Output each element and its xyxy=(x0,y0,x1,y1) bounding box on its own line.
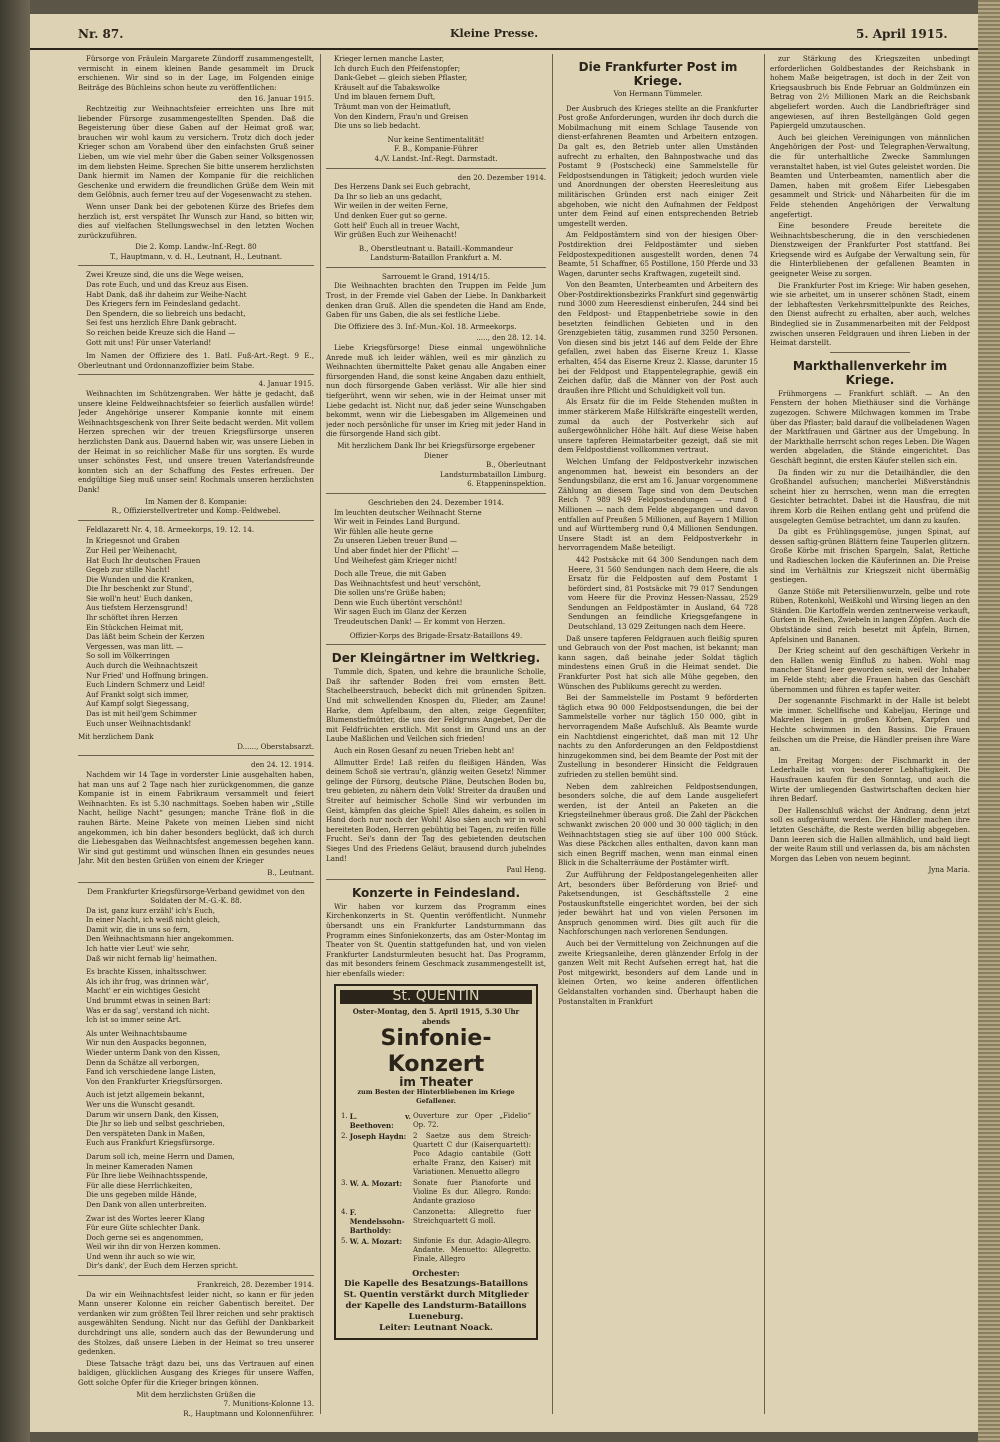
signature: Die 2. Komp. Landw.-Inf.-Regt. 80 xyxy=(135,242,257,252)
author: Jyna Maria. xyxy=(928,865,970,875)
conductor: Leiter: Leutnant Noack. xyxy=(379,1322,493,1333)
author: Paul Heng. xyxy=(506,865,546,875)
poem-line: Für Ihre liebe Weihnachtsspende, xyxy=(86,1171,208,1181)
poem-line: Und Weihefest gäm Krieger nicht! xyxy=(334,555,458,565)
program-composer: F. Mendelssohn-Bartholdy: xyxy=(349,1208,405,1236)
poem xyxy=(78,967,314,1025)
poem-line: Die sollen uns're Grüße haben; xyxy=(334,588,446,598)
poem-line: Für eure Güte schlechter Dank. xyxy=(86,1223,201,1233)
letter-text: Diese Tatsache trägt dazu bei, uns das Vertrauen auf einen baldigen, glücklichen Ausgang des Krieges für unsere Waffen, Gott solche Opfer für die Krieger bringen können. xyxy=(78,1358,314,1387)
article-text: Der Krieg scheint auf den geschäftigen Verkehr in den Hallen wenig Einfluß zu haben. Wohl mag mancher Stand leer geworden sein, weil der Inhaber im Felde steht; aber die Frauen haben das Geschäft übernommen und führen es tapfer weiter. xyxy=(770,646,970,694)
divider xyxy=(326,644,546,645)
program-num: 2. xyxy=(341,1132,348,1141)
signature: B., Oberleutnant xyxy=(485,460,546,470)
letter-date: ....., den 28. 12. 14. xyxy=(476,333,546,343)
letter-date: 4. Januar 1915. xyxy=(258,379,314,389)
program-composer: W. A. Mozart: xyxy=(349,1237,403,1247)
poem-line: Als unter Weihnachtsbaume xyxy=(86,1028,187,1038)
article-text: Ganze Stöße mit Petersilienwurzeln, gelbe und rote Rüben, Rotenkohl, Weißkohl und Wirsing liegen an den Ständen. Die Kartoffeln werden zentnerweise verkauft, Gurken in Reihen, Zwiebeln in langen Zöpfen. Auch die Obststände sind reich besetzt mit Äpfeln, Birnen, Apfelsinen und Bananen. xyxy=(770,586,970,644)
signature: R., Hauptmann und Kolonnenführer. xyxy=(183,1408,314,1418)
concert-venue: im Theater xyxy=(399,1075,473,1090)
poem-line: Weil wir ihn dir von Herzen kommen. xyxy=(86,1242,221,1252)
poem-line: Gott mit uns! Für unser Vaterland! xyxy=(86,337,212,347)
divider xyxy=(78,265,314,266)
signature: R., Offizierstellvertreter und Komp.-Feldwebel. xyxy=(111,506,281,516)
article-text: Da gibt es Frühlingsgemüse, jungen Spinat, auf dessen saftig-grünen Blättern feine Tauperlen glitzern. Große Körbe mit frischen Spargeln, Salat, Rettiche und Radieschen locken die Käuferinnen an. Die Preise sind im Verhältnis zur Kriegszeit nicht übermäßig gestiegen. xyxy=(770,527,970,585)
poem-line: Wir nun den Auspacks begonnen, xyxy=(86,1038,207,1048)
divider xyxy=(830,352,910,353)
poem xyxy=(326,569,546,627)
program-num: 5. xyxy=(341,1237,348,1246)
article-text: zur Stärkung des Kriegszeiten unbedingt erforderlichen Goldbestandes der Reichsbank in hohem Maße beigetragen, ist doch in der Zeit von Kriegsausbruch bis Ende Februar an Goldmünzen ein Betrag von 2½ Millionen Mark an die Reichsbank abgeliefert worden. Auch die Landbriefträger sind angewiesen, auf ihren Bestellgängen Gold gegen Papiergeld umzutauschen. xyxy=(770,54,970,131)
article-byline: Von Hermann Tümmeler. xyxy=(613,90,703,98)
poem-line: Vergessen, was man litt. — xyxy=(86,641,184,651)
poem-line: Die Wunden und die Kranken, xyxy=(86,574,195,584)
poem-line: Auf Frankt solgt sich immer, xyxy=(86,689,189,699)
article-heading: Die Frankfurter Post im Kriege. xyxy=(578,60,738,88)
poem-line: Und aber findet hier der Pflicht' — xyxy=(334,545,459,555)
poem xyxy=(78,536,314,728)
column-2 xyxy=(326,54,546,1429)
poem xyxy=(326,508,546,566)
signature: B., Oberstleutnant u. Bataill.-Kommandeur xyxy=(358,243,514,253)
signature: Im Namen der Offiziere des 1. Batl. Fuß-Art.-Regt. 9 E., Oberleutnant und Ordonnanzoffizier beim Stabe. xyxy=(78,351,314,370)
issue-number: Nr. 87. xyxy=(78,27,124,41)
letter-text: Wenn unser Dank bei der gebotenen Kürze des Briefes dem herzlich ist, erst verspätet Ihr Wunsch zur Hand, so bitten wir, dies auf vielfachen Stellungswechsel in den letzten Wochen zurückzuführen. xyxy=(78,201,314,240)
poem-line: So soll im Völkerringen xyxy=(86,651,170,661)
signature: 6. Etappeninspektion. xyxy=(467,479,546,489)
program-num: 4. xyxy=(341,1208,348,1217)
article-text: Zur Aufführung der Feldpostangelegenheiten aller Art, besonders über Beförderung von Brief- und Paketsendungen, ist Geschäftsstelle 2 eine Postauskunftstelle eingerichtet worden, bei der sich jeder bewährt hat und von vielen Personen im Anspruch genommen wird. Dies gilt auch für die Nachforschungen nach verlorenen Sendungen. xyxy=(558,869,758,937)
divider xyxy=(78,520,314,521)
poem-line: Die uns so lieb bedacht. xyxy=(334,121,421,131)
poem-line: Krieger lernen manche Laster, xyxy=(334,54,445,63)
poem-line: Habt Dank, daß ihr daheim zur Weihe-Nacht xyxy=(86,289,247,299)
poem-line: Von den Kindern, Frau'n und Greisen xyxy=(334,111,469,121)
letter-text: Liebe Kriegsfürsorge! Diese einmal ungewöhnliche Anrede muß ich leider wählen, weil es mir gänzlich zu Weihnachten übermittelte Paket genau alle Angaben einer fürsorgenden Hand, die sonst keine Angaben dazu enthielt, nun doch fürsorgende Gaben verlässt. Wir alle hier sind tiefgerührt, wenn wir sehen, wie in der Heimat unser mit Liebe gedacht ist. Nicht nur, daß jeder seine Wunschgaben bekommt, wenn wir die Liebesgaben im Allgemeinen und jeder noch persönliche für unser im Krieg mit jeder Hand in die fürsorgende Hand sich gibt. xyxy=(326,343,546,439)
article-text: Bei der Sammelstelle im Postamt 9 beförderten täglich etwa 90 000 Feldpostsendungen, die bei der Sammelstelle vorher nur täglich 150 000, gibt in hervorragendem Maße Aufschluß. Als Beamte wurde ein Nachtdienst eingerichtet, daß man mit 12 Uhr nachts zu den Anforderungen an den Feldpostdienst hinzugekommen sind, bei dem Beamte der Post mit der Zustellung in besonderer Hinsicht die Feldgrauen zufrieden zu stellen bemüht sind. xyxy=(558,693,758,779)
poem-line: Zwei Kreuze sind, die uns die Wege weisen, xyxy=(86,270,244,280)
article-text: Im Freitag Morgen: der Fischmarkt in der Lederhalle ist von besonderer Lebhaftigkeit. Die Hausfrauen kaufen für den Sonntag, und auch die Wirte der umliegenden Gastwirtschaften decken hier ihren Bedarf. xyxy=(770,755,970,804)
signature: Mit dem herzlichsten Grüßen die xyxy=(136,1389,256,1399)
poem-line: Ihr schöftet ihren Herzen xyxy=(86,613,178,623)
program-composer: Joseph Haydn: xyxy=(349,1132,407,1142)
article-text: 442 Postsäcke mit 64 300 Sendungen nach dem Heere, 31 560 Sendungen nach dem Heere, die als Ersatz für die Feldposten auf dem Postamt 1 befördert sind, 81 Postsäcke mit 79 017 Sendungen vom Heere für die Provinz Hessen-Nassau, 2529 Sendungen an Feldpostämter in Ausland, 64 728 Sendungen an feindliche Kriegsgefangene in Deutschland, 13 029 Zeitungen nach dem Heere. xyxy=(568,554,758,632)
program-row xyxy=(340,1236,532,1265)
poem-line: Das rote Euch, und und das Kreuz aus Eisen. xyxy=(86,280,249,290)
poem xyxy=(78,1152,314,1210)
poem xyxy=(78,1214,314,1272)
letter-date: den 20. Dezember 1914. xyxy=(457,172,546,182)
poem-line: Da ist, ganz kurz erzähl' ich's Euch, xyxy=(86,905,215,915)
poem-line: Ich durch Euch den Pfeifenstopfer; xyxy=(334,63,461,73)
poem xyxy=(326,182,546,240)
poem-line: Gegeb zur stille Nacht! xyxy=(86,565,170,575)
concert-benefit: zum Besten der Hinterbliebenen im Kriege Gefallener. xyxy=(357,1087,515,1106)
poem-line: Des Kriegers fern im Feindesland gedacht. xyxy=(86,299,241,309)
poem-line: Und im blauen fernem Duft, xyxy=(334,92,436,102)
poem-line: Treudeutschen Dank! — Er kommt von Herzen. xyxy=(334,617,506,627)
poem-line: Nur Fried' und Hoffnung bringen. xyxy=(86,670,209,680)
poem-line: Doch alle Treue, die mit Gaben xyxy=(334,569,447,579)
signature: Feldlazarett Nr. 4, 18. Armeekorps, 19. 12. 14. xyxy=(86,524,255,534)
letter-date: den 16. Januar 1915. xyxy=(238,94,314,104)
poem-line: Sei fest uns herzlich Ehre Dank gebracht. xyxy=(86,318,237,328)
program-row xyxy=(340,1207,532,1236)
article-text: Am Feldpostämtern sind von der hiesigen Ober-Postdirektion drei Feldpostämter und sieben Feldpostexpeditionen ausgestellt worden, denen 74 Beamte, 51 Schaffner, 65 Postillone, 150 Pferde und 33 Wagen, darunter sechs Kraftwagen, zugeteilt sind. xyxy=(558,230,758,278)
column-1 xyxy=(78,54,314,1429)
article-text: Wir haben vor kurzem das Programm eines Kirchenkonzerts in St. Quentin veröffentlicht. Nunmehr übersandt uns ein Frankfurter Landsturmmann das Programm eines Sinfoniekonzerts, das am Oster-Montag im Theater von St. Quentin stattgefunden hat, und von vielen Frankfurter Landsturmleuten besucht hat. Das Programm, das mit besonders feinem Geschmack zusammengestellt ist, hier ebenfalls wieder: xyxy=(326,901,546,978)
column-3 xyxy=(558,54,758,1429)
poem-line: Zu unseren Lieben treuer Bund — xyxy=(334,536,457,546)
newspaper-page xyxy=(30,14,978,1432)
signature: Landsturm-Bataillon Frankfurt a. M. xyxy=(370,253,502,263)
poem-line: Für alle diese Herrlichkeiten, xyxy=(86,1180,193,1190)
column-rule xyxy=(764,54,765,1414)
poem-line: Wir sagen Euch im Glanz der Kerzen xyxy=(334,607,467,617)
divider xyxy=(78,755,314,756)
article-heading: Konzerte in Feindesland. xyxy=(351,885,521,900)
signature: Im Namen der 8. Kompanie: xyxy=(145,496,247,506)
page-edge xyxy=(978,0,1000,1442)
poem-line: Aus tiefstem Herzensgrund! xyxy=(86,603,188,613)
poem-line: Sie woll'n heut' Euch danken, xyxy=(86,593,193,603)
poem-line: Auch durch die Weihnachtszeit xyxy=(86,661,198,671)
program-num: 3. xyxy=(341,1179,348,1188)
article-text: Da finden wir zu nur die Detailhändler, die den Großhandel aufsuchen; mancherlei Mißverständnis scheint hier zu herrschen, wenn man die erregten Gesichter betrachtet. Dabei ist die Hausfrau, die mit ihrem Korb die Reihen entlang geht und prüfend die ausgelegten Gemüse betrachtet, um dann zu kaufen. xyxy=(770,467,970,525)
article-text: Tummle dich, Spaten, und kehre die braunliche Scholle, Daß ihr saftender Boden frei vom ernsten Bett. Stachelbeerstrauch, bebeckt dich mit grünenden Spitzen. Und mit schwellenden Knospen du, Flieder, am Zaune! Harke, dem Apfelbaum, den alten, zeige Gegenfilter, Blumenstiefmütter, die uns der Feldgruns Angebet, Der die mit Feldfrüchten erstlich. Mit sonst im Grund uns an der Laube Maßlichen und Veilchen sich frieden! xyxy=(326,667,546,744)
poem-line: Des Herzens Dank sei Euch gebracht, xyxy=(334,182,471,192)
poem-line: Zwar ist des Wortes leerer Klang xyxy=(86,1213,205,1223)
signature: Mit herzlichem Dank xyxy=(78,732,154,742)
program-work: 2 Saetze aus dem Streich-Quartett C dur (Kaiserquartett): Poco Adagio cantabile (Gott erhalte Franz, den Kaiser) mit Variationen. Menuetto allegro xyxy=(412,1132,531,1177)
poem-line: Den Spendern, die so liebreich uns bedacht, xyxy=(86,308,246,318)
letter-text: Da wir ein Weihnachtsfest leider nicht, so kann er für jeden Mann unserer Kolonne ein reicher Gabentisch bereitet. Der verdanken wir zum größten Teil Ihrer reichen und sehr praktisch ausgewählten Sendung. Nicht nur das Gefühl der Dankbarkeit durchdringt uns alle, sondern auch das der Bewunderung und des Stolzes, daß unsere Lieben in der Heimat so treu unserer gedenken. xyxy=(78,1289,314,1357)
article-text: Der sogenannte Fischmarkt in der Halle ist belebt wie immer. Schellfische und Kabeljau, Heringe und Makrelen liegen in großen Körben, Karpfen und Hechte schwimmen in den Bassins. Die Frauen feilschen um die Preise, die Händler preisen ihre Ware an. xyxy=(770,696,970,754)
orchestra-name: Die Kapelle des Besatzungs-Bataillons St. Quentin verstärkt durch Mitglieder der Kapelle des Landsturm-Bataillons Lueneburg. xyxy=(343,1278,529,1322)
poem-line: Darum wir unsern Dank, den Kissen, xyxy=(86,1109,219,1119)
article-text: Daß unsere tapferen Feldgrauen auch fleißig spuren und Gebrauch von der Post machen, ist bekannt; man kann sagen, daß beinahe jeder Soldat täglich mindestens einen Gruß in die Heimat sendet. Die Frankfurter Post hat sich alle Mühe gegeben, den Wünschen des Publikums gerecht zu werden. xyxy=(558,633,758,691)
signature: Nur keine Sentimentalität! xyxy=(387,134,485,144)
poem-line: Auf Kampf solgt Siegessang, xyxy=(86,699,190,709)
signature: Die Offiziere des 3. Inf.-Mun.-Kol. 18. Armeekorps. xyxy=(334,321,517,331)
column-rule xyxy=(552,54,553,1414)
divider xyxy=(326,493,546,494)
article-heading: Markthallenverkehr im Kriege. xyxy=(792,358,948,387)
article-text: Als Ersatz für die im Felde Stehenden mußten in immer stärkerem Maße Hilfskräfte eingestellt werden, zumal da auch der Postverkehr sich auf außergewöhnlicher Höhe hält. Auf diese Weise haben unsere tapferen Heimatarbeiter gezeigt, daß sie mit dem Feldpostdienst vollkommen vertraut. xyxy=(558,397,758,455)
poem-line: Daß wir nicht fernab lig' heimathen. xyxy=(86,953,217,963)
article-text: Frühmorgens — Frankfurt schläft. — An den Fenstern der hohen Miethäuser sind die Vorhänge zugezogen. Schwere Milchwagen kommen im Trabe über das Pflaster; bald darauf die vollbeladenen Wagen der Marktfrauen und Gärtner aus der Umgebung. In der Markthalle herrscht schon reges Leben. Die Wagen werden abgeladen, die Stände eingerichtet. Das Geschäft beginnt, die ersten Käufer stellen sich ein. xyxy=(770,388,970,465)
concert-city: St. QUENTIN xyxy=(340,990,532,1004)
poem-line: Wieder unterm Dank von den Kissen, xyxy=(86,1048,221,1057)
poem-line: So reichen beide Kreuze sich die Hand — xyxy=(86,328,236,338)
poem-line: Das Weihnachtsfest und heut' verschönt, xyxy=(334,578,482,588)
poem xyxy=(78,1029,314,1087)
poem-line: Und denken Euer gut so gerne. xyxy=(334,210,448,220)
poem xyxy=(326,54,546,131)
article-text: Neben dem zahlreichen Feldpostsendungen, besonders solche, die auf dem Lande ausgeliefert werden, ist der Anteil an Paketen an die Kriegsteilnehmer überaus groß. Die Zahl der Päckchen schwankt zwischen 20 000 und 30 000 täglich; in den Weihnachtstagen stieg sie auf über 100 000 Stück. Was diese Päckchen alles enthalten, davon kann man sich einen Begriff machen, wenn man einmal einen Blick in die Schalterräume der Postämter wirft. xyxy=(558,781,758,868)
signature: D......, Oberstabsarzt. xyxy=(237,741,314,751)
article-text: Von den Beamten, Unterbeamten und Arbeitern des Ober-Postdirektionsbezirks Frankfurt sind gegenwärtig rund 3000 zum Heeresdienst einberufen, 244 sind bei den Feldpost- und Etappenbetriebe sowie in den besetzten feindlichen Gebieten und in den Grenzgebieten tätig, zusammen rund 3250 Personen. Von diesen sind bis jetzt 146 auf dem Felde der Ehre gefallen, zwei haben das Eiserne Kreuz 1. Klasse erhalten, 454 das Eiserne Kreuz 2. Klasse, darunter 15 bei der Feldpost und Etappentelegraphie, gewiß ein Zeichen dafür, daß die Männer von der Post auch draußen ihre Pflicht und Schuldigkeit voll tun. xyxy=(558,280,758,395)
poem-dedication: Dem Frankfurter Kriegsfürsorge-Verband gewidmet von den Soldaten der M.-G.-K. 88. xyxy=(87,886,305,906)
divider xyxy=(326,879,546,880)
poem-line: Von den Frankfurter Kriegsfürsorgen. xyxy=(86,1076,223,1086)
poem-line: Als ich ihr frug, was drinnen wär', xyxy=(86,976,209,986)
divider xyxy=(326,168,546,169)
concert-title: Sinfonie-Konzert xyxy=(380,1026,492,1078)
poem-line: Im leuchten deutscher Weihnacht Sterne xyxy=(334,507,482,517)
program-row xyxy=(340,1111,532,1131)
letter-text: Nachdem wir 14 Tage in vorderster Linie ausgehalten haben, hat man uns auf 2 Tage nach hier zurückgenommen, die ganze Kompanie ist in einem Fabrikraum versammelt und feiert Weihnachten. Es ist 5.30 nachmittags. Soeben haben wir „Stille Nacht, heilige Nacht“ gesungen; manche Träne floß in die rauhen Bärte. Meine Pakete von meinen Lieben sind nicht angekommen, ich bin daher besonders beglückt, daß ich durch die Liebesgaben das Weihnachtsfest angemessen begehen kann. Wir sind gut gestimmt und wünschen Ihnen ein gesundes neues Jahr. Mit den besten Grüßen von einem der Krieger xyxy=(78,769,314,866)
program-composer: L. v. Beethoven: xyxy=(349,1112,411,1131)
page-header xyxy=(30,14,978,50)
poem-line: Gott helf' Euch all in treuer Wacht, xyxy=(334,220,460,230)
poem xyxy=(78,1090,314,1148)
poem-line: Die Ihr beschenkt zur Stund', xyxy=(86,584,193,594)
divider xyxy=(78,1275,314,1276)
signature: Mit herzlichem Dank Ihr bei Kriegsfürsorge ergebener Diener xyxy=(337,440,535,460)
poem-line: Hat Euch Ihr deutschen Frauen xyxy=(86,555,201,565)
article-text: Der Hallenschluß wächst der Andrang, denn jetzt soll es aufgeräumt werden. Die Händler machen ihre letzten Geschäfte, die Reste werden billig abgegeben. Dann leeren sich die Hallen allmählich, und bald liegt der weite Raum still und verlassen da, bis am nächsten Morgen das Leben von neuem beginnt. xyxy=(770,805,970,863)
article-text: Auch bei gleichen Vereinigungen von männlichen Angehörigen der Post- und Telegraphen-Verwaltung, die für unterhaltliche Zwecke Sammlungen veranstaltet haben, ist viel Gutes geleistet worden. Die Beamten und Unterbeamten, namentlich aber die Damen, haben mit großem Eifer Liebesgaben gesammelt und Strick- und Näharbeiten für die im Felde stehenden Angehörigen der Verwaltung angefertigt. xyxy=(770,132,970,219)
poem-line: Denn wie Euch übertönt verschönt! xyxy=(334,597,463,607)
poem-line: Die uns gegeben milde Hände, xyxy=(86,1190,197,1200)
poem-line: Dank-Gebet — gleich sieben Pflaster, xyxy=(334,73,468,83)
poem xyxy=(78,270,314,347)
binding-gutter xyxy=(0,0,30,1442)
program-work: Canzonetta: Allegretto fuer Streichquartett G moll. xyxy=(412,1208,531,1226)
intro-text: Fürsorge von Fräulein Margarete Zündorff zusammengestellt, vermischt in einem kleinen Bande gesammelt im Druck erschienen. Wir sind so in der Lage, im Folgenden einige Beiträge des Büchleins schon heute zu veröffentlichen: xyxy=(78,54,314,92)
poem-line: Die Jhr so lieb und selbst geschrieben, xyxy=(86,1119,225,1129)
article-text: Die Frankfurter Post im Kriege: Wir haben gesehen, wie sie arbeitet, um in unserer schönen Stadt, einem der lebhaftesten Verkehrsmittelpunkte des Reiches, den Dienst aufrecht zu erhalten, aber auch, welches Bindeglied sie in Zusammenarbeiten mit der Feldpost zwischen unseren Feldgrauen und ihren Lieben in der Heimat darstellt. xyxy=(770,280,970,348)
poem-line: Darum soll ich, meine Herrn und Damen, xyxy=(86,1151,235,1161)
poem-line: Wir weit in Feindes Land Burgund. xyxy=(334,517,460,527)
program-work: Sinfonie Es dur. Adagio-Allegro. Andante. Menuetto: Allegretto. Finale, Allegro xyxy=(412,1237,531,1264)
concert-datetime: Oster-Montag, den 5. April 1915, 5.30 Uhr abends xyxy=(352,1007,520,1026)
poem-line: Macht' er ein wichtiges Gesicht xyxy=(86,986,201,996)
poem-line: Dir's dank', der Euch dem Herzen spricht. xyxy=(86,1261,238,1271)
poem-line: In Kriegesnot und Graben xyxy=(86,536,180,546)
divider xyxy=(326,267,546,268)
poem-line: Und brummt etwas in seinen Bart: xyxy=(86,996,211,1006)
poem-line: Kräuselt auf die Tabakswolke xyxy=(334,82,440,92)
program-composer: W. A. Mozart: xyxy=(349,1179,403,1189)
poem-line: Wir grüßen Euch zur Weihenacht! xyxy=(334,230,457,240)
poem-line: Das läßt beim Schein der Kerzen xyxy=(86,632,205,642)
poem-line: Denn da Schätze all verborgen, xyxy=(86,1057,200,1067)
letter-text: Rechtzeitig zur Weihnachtsfeier erreichten uns Ihre mit liebender Fürsorge zusammengestellten Spenden. Daß die Begeisterung über diese Gaben auf der Heimat groß war, brauchen wir wohl kaum zu versichern. Trotz dich doch jeder Krieger schon am Vorabend über den einfachsten Gruß seiner Lieben, um wie viel mehr über die Gaben seiner Volksgenossen im dem liebsten Heime. Sprechen Sie bitte unserem herzlichsten Dank hiermit im Namen der Kompanie für die reichlichen Geschenke und erwidern die freundlichen Grüße dem Wein mit dem Gelöbnis, auch ferner treu auf der Vogesenwacht zu stehen. xyxy=(78,103,314,200)
poem-line: Das ist mit heil'gem Schimmer xyxy=(86,709,197,718)
poem-line: Euch aus Frankfurt Kriegsfürsorge. xyxy=(86,1138,215,1148)
letter-text: Die Weihnachten brachten den Truppen im Felde Jum Trost, in der Fremde viel Gaben der Liebe. In Dankbarkeit denken dran Gruß. Allen die spendeten die Hand am Ende, Gaben für uns Gaben, die als sei festliche Liebe. xyxy=(326,281,546,320)
program-num: 1. xyxy=(341,1112,348,1121)
article-text: Welchen Umfang der Feldpostverkehr inzwischen angenommen hat, beweist ein besonders an der Sendungsbilanz, die erst am 16. Januar vorgenommene Zählung an diesem Tage sind von dem Deutschen Reich 7 989 949 Feldpostsendungen — rund 8 Millionen — nach dem Felde abgegangen und davon entfallen auf Preußen 5 Millionen, auf Bayern 1 Million und auf Württemberg rund 0,4 Millionen Sendungen. Unsere Stadt ist an dem Feldpostverkehr in hervorragendem Maße beteiligt. xyxy=(558,456,758,553)
poem-line: In meiner Kameraden Namen xyxy=(86,1161,193,1171)
poem-line: Ich hatte vier Leut' wie sehr, xyxy=(86,944,190,954)
poem-line: Und wenn ihr auch so wie wir, xyxy=(86,1251,196,1261)
signature: Offizier-Korps des Brigade-Ersatz-Bataillons 49. xyxy=(349,630,523,640)
poem-line: Doch gerne sei es angenommen, xyxy=(86,1232,204,1242)
letter-date: Sarrouemt le Grand, 1914/15. xyxy=(381,271,491,281)
divider xyxy=(78,882,314,883)
article-text: Auch ein Rosen Gesanf zu neuen Trieben hebt an! xyxy=(334,746,515,755)
article-text: Eine besondere Freude bereitete die Weihnachtsbescherung, die in den verschiedenen Dienstzweigen der Frankfurter Post stattfand. Bei Kriegsende wird es Aufgabe der Verwaltung sein, für die Hinterbliebenen der gefallenen Beamten in geeigneter Weise zu sorgen. xyxy=(770,221,970,279)
poem xyxy=(78,906,314,964)
poem-line: Wer uns die Wunscht gesandt. xyxy=(86,1099,196,1109)
program-table xyxy=(340,1111,532,1265)
signature: F. B., Kompanie-Führer xyxy=(394,144,478,154)
program-row xyxy=(340,1178,532,1207)
poem-line: Den Dank von allen unterbreiten. xyxy=(86,1199,207,1209)
program-work: Sonate fuer Pianoforte und Violine Es dur. Allegro. Rondo: Andante grazioso xyxy=(412,1179,531,1206)
poem-line: Zur Heil per Weihenacht, xyxy=(86,545,178,555)
letter-date: Geschrieben den 24. Dezember 1914. xyxy=(368,497,504,507)
poem-line: In einer Nacht, ich weiß nicht gleich, xyxy=(86,915,220,925)
poem-line: Träumt man von der Heimatluft, xyxy=(334,101,452,111)
poem-line: Euch Lindern Schmerz und Leid! xyxy=(86,680,206,690)
poem-line: Damit wir, die in uns so fern, xyxy=(86,924,191,934)
signature: 7. Munitions-Kolonne 13. xyxy=(223,1399,314,1409)
signature: T., Hauptmann, v. d. H., Leutnant, H., Leutnant. xyxy=(110,251,282,261)
article-text: Der Ausbruch des Krieges stellte an die Frankfurter Post große Anforderungen, wurden ihr doch durch die Mobilmachung mit einem Schlage Tausende von dienst-erfahrenen Beamten und Arbeitern entzogen. Da galt es, den Betrieb unter allen Umständen aufrecht zu erhalten, den Bahnpostwache und das Postamt 9 (Postscheck) eine Sammelstelle für Feldpostsendungen in Tätigkeit; jedoch wurden viele und Anordnungen der obersten Heeresleitung aus militärischen Gründen erst nach einiger Zeit abgehoben, wie nicht den Aufnahmen der Feldpost unter dem Feind auf einen entsprechenden Betrieb umgestellt werden. xyxy=(558,103,758,228)
article-text: Auch bei der Vermittelung von Zeichnungen auf die zweite Kriegsanleihe, deren glänzender Erfolg in der ganzen Welt mit Recht Aufsehen erregt hat, hat die Post mitgewirkt, besonders auf dem Lande und in kleinen Orten, wo keine anderen öffentlichen Geldanstalten vorhanden sind. Überhaupt haben die Postanstalten in Frankfurt xyxy=(558,939,758,1006)
letter-date: den 24. 12. 1914. xyxy=(251,760,314,770)
poem-line: Es brachte Kissen, inhaltsschwer. xyxy=(86,967,207,977)
article-text: Allmutter Erde! Laß reifen du fleißigen Händen, Was deinem Schoß sie vertrau'n, glänzig weiten Gesetz! Nimmer gelinge der Fürsorg, deutsche Pläne, Deutschen Boden bu, treu gebieten, zu nähern dein Volk! Streiter da draußen und Streiter auf heimischer Scholle Sind wir verbunden im Geist, kämpfen das gleiche Spiel! Alles daheim, es sollen in Hand doch nur noch der Wohl! Also säen auch wir in wohl bereiteten Boden, Herren gebühtig bei Tagen, zu reifen fülle Frucht. Sei's dann der Tag des gebietenden deutschen Sieges Und des Friedens Geläut, brausend durch jubelndes Land! xyxy=(326,757,546,863)
poem-line: Euch unser Weihnachtsdank! xyxy=(86,718,192,728)
paper-title: Kleine Presse. xyxy=(450,27,539,40)
column-4 xyxy=(770,54,970,1429)
program-row xyxy=(340,1131,532,1178)
poem-line: Den Weihnachtsmann hier angekommen. xyxy=(86,934,234,944)
letter-text: Weihnachten im Schützengraben. Wer hätte je gedacht, daß unsere kleine Feldweihnachtsfeier so feierlich ausfallen würde! Jeder Angehörige unserer Kompanie konnte mit einem Weihnachtsgeschenk von Ihrer Seite bedacht werden. Mit vollem Herzen sprechen wir der treuen Kriegsfürsorge unseren herzlichsten Dank aus. Dauernd haben wir, was unsere Lieben in der Heimat in so reichlicher Maße für uns sorgten. Es wurde unser schönstes Fest, und unsere treuen Vaterlandsfreunde konnten sich an der Schaffung des Festes erfreuen. Der endgültige Sieg muß unser sein! Rochmals unseren herzlichsten Dank! xyxy=(78,389,314,494)
divider xyxy=(78,374,314,375)
poem-line: Was er da sag', verstand ich nicht. xyxy=(86,1005,210,1015)
poem-line: Fand ich verschiedene lange Listen, xyxy=(86,1067,216,1077)
column-rule xyxy=(320,54,321,1414)
poem-line: Ein Stückchen Heimat mit, xyxy=(86,622,184,632)
program-work: Ouverture zur Oper „Fidelio“ Op. 72. xyxy=(412,1112,531,1130)
orchestra-label: Orchester: xyxy=(412,1268,460,1279)
letter-date: Frankreich, 28. Dezember 1914. xyxy=(196,1280,314,1290)
poem-line: Da Ihr so lieb an uns gedacht, xyxy=(334,191,443,201)
concert-program xyxy=(334,984,538,1339)
poem-line: Ich ist so immer seine Art. xyxy=(86,1015,182,1025)
signature: 4./V. Landst.-Inf.-Regt. Darmstadt. xyxy=(374,153,498,163)
poem-line: Wir fühlen alle heute gerne xyxy=(334,526,433,536)
poem-line: Den verspäteten Dank in Maßen, xyxy=(86,1128,206,1138)
issue-date: 5. April 1915. xyxy=(856,27,948,41)
poem-line: Wir weilen in der weiten Ferne, xyxy=(334,201,448,211)
poem-line: Auch ist jetzt allgemein bekannt, xyxy=(86,1090,205,1100)
signature: B., Leutnant. xyxy=(267,867,314,877)
signature: Landsturmbataillon Limburg. xyxy=(440,469,546,479)
article-heading: Der Kleingärtner im Weltkrieg. xyxy=(331,651,541,666)
